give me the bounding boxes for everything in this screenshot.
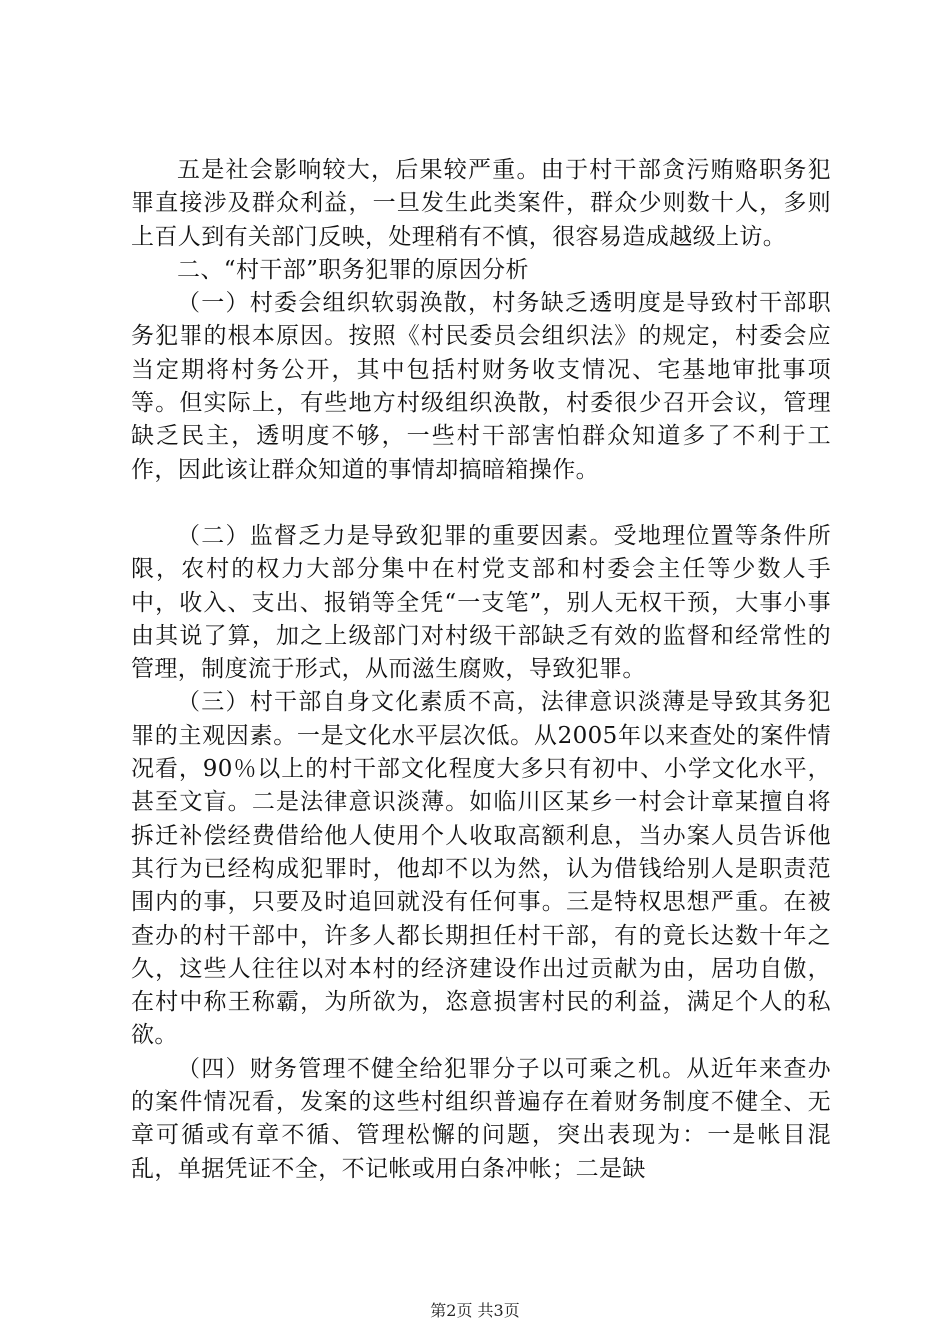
page-number-footer: 第2页 共3页 <box>430 1301 520 1320</box>
paragraph-cause-4: （四）财务管理不健全给犯罪分子以可乘之机。从近年来查办的案件情况看，发案的这些村组织普遍存在着财务制度不健全、无章可循或有章不循、管理松懈的问题，突出表现为：一是帐目混乱，单据凭证不全，不记帐或用白条冲帐；二是缺 <box>131 1055 831 1182</box>
paragraph-social-impact: 五是社会影响较大，后果较严重。由于村干部贪污贿赂职务犯罪直接涉及群众利益，一旦发生此类案件，群众少则数十人，多则上百人到有关部门反映，处理稍有不慎，很容易造成越级上访。 <box>131 157 831 250</box>
section-heading-cause-analysis: 二、“村干部”职务犯罪的原因分析 <box>177 256 529 283</box>
paragraph-spacer <box>131 487 831 520</box>
paragraph-cause-3: （三）村干部自身文化素质不高，法律意识淡薄是导致其务犯罪的主观因素。一是文化水平层次低。从2005年以来查处的案件情况看，90％以上的村干部文化程度大多只有初中、小学文化水平，甚至文盲。二是法律意识淡薄。如临川区某乡一村会计章某擅自将拆迁补偿经费借给他人使用个人收取高额利息，当办案人员告诉他其行为已经构成犯罪时，他却不以为然，认为借钱给别人是职责范围内的事，只要及时追回就没有任何事。三是特权思想严重。在被查办的村干部中，许多人都长期担任村干部，有的竟长达数十年之久，这些人往往以对本村的经济建设作出过贡献为由，居功自傲，在村中称王称霸，为所欲为，恣意损害村民的利益，满足个人的私欲。 <box>131 689 831 1049</box>
paragraph-cause-1: （一）村委会组织软弱涣散，村务缺乏透明度是导致村干部职务犯罪的根本原因。按照《村民委员会组织法》的规定，村委会应当定期将村务公开，其中包括村财务收支情况、宅基地审批事项等。但实际上，有些地方村级组织涣散，村委很少召开会议，管理缺乏民主，透明度不够，一些村干部害怕群众知道多了不利于工作，因此该让群众知道的事情却搞暗箱操作。 <box>131 290 831 483</box>
document-body <box>131 154 831 1186</box>
paragraph-cause-2: （二）监督乏力是导致犯罪的重要因素。受地理位置等条件所限，农村的权力大部分集中在村党支部和村委会主任等少数人手中，收入、支出、报销等全凭“一支笔”，别人无权干预，大事小事由其说了算，加之上级部门对村级干部缺乏有效的监督和经常性的管理，制度流于形式，从而滋生腐败，导致犯罪。 <box>131 522 831 683</box>
